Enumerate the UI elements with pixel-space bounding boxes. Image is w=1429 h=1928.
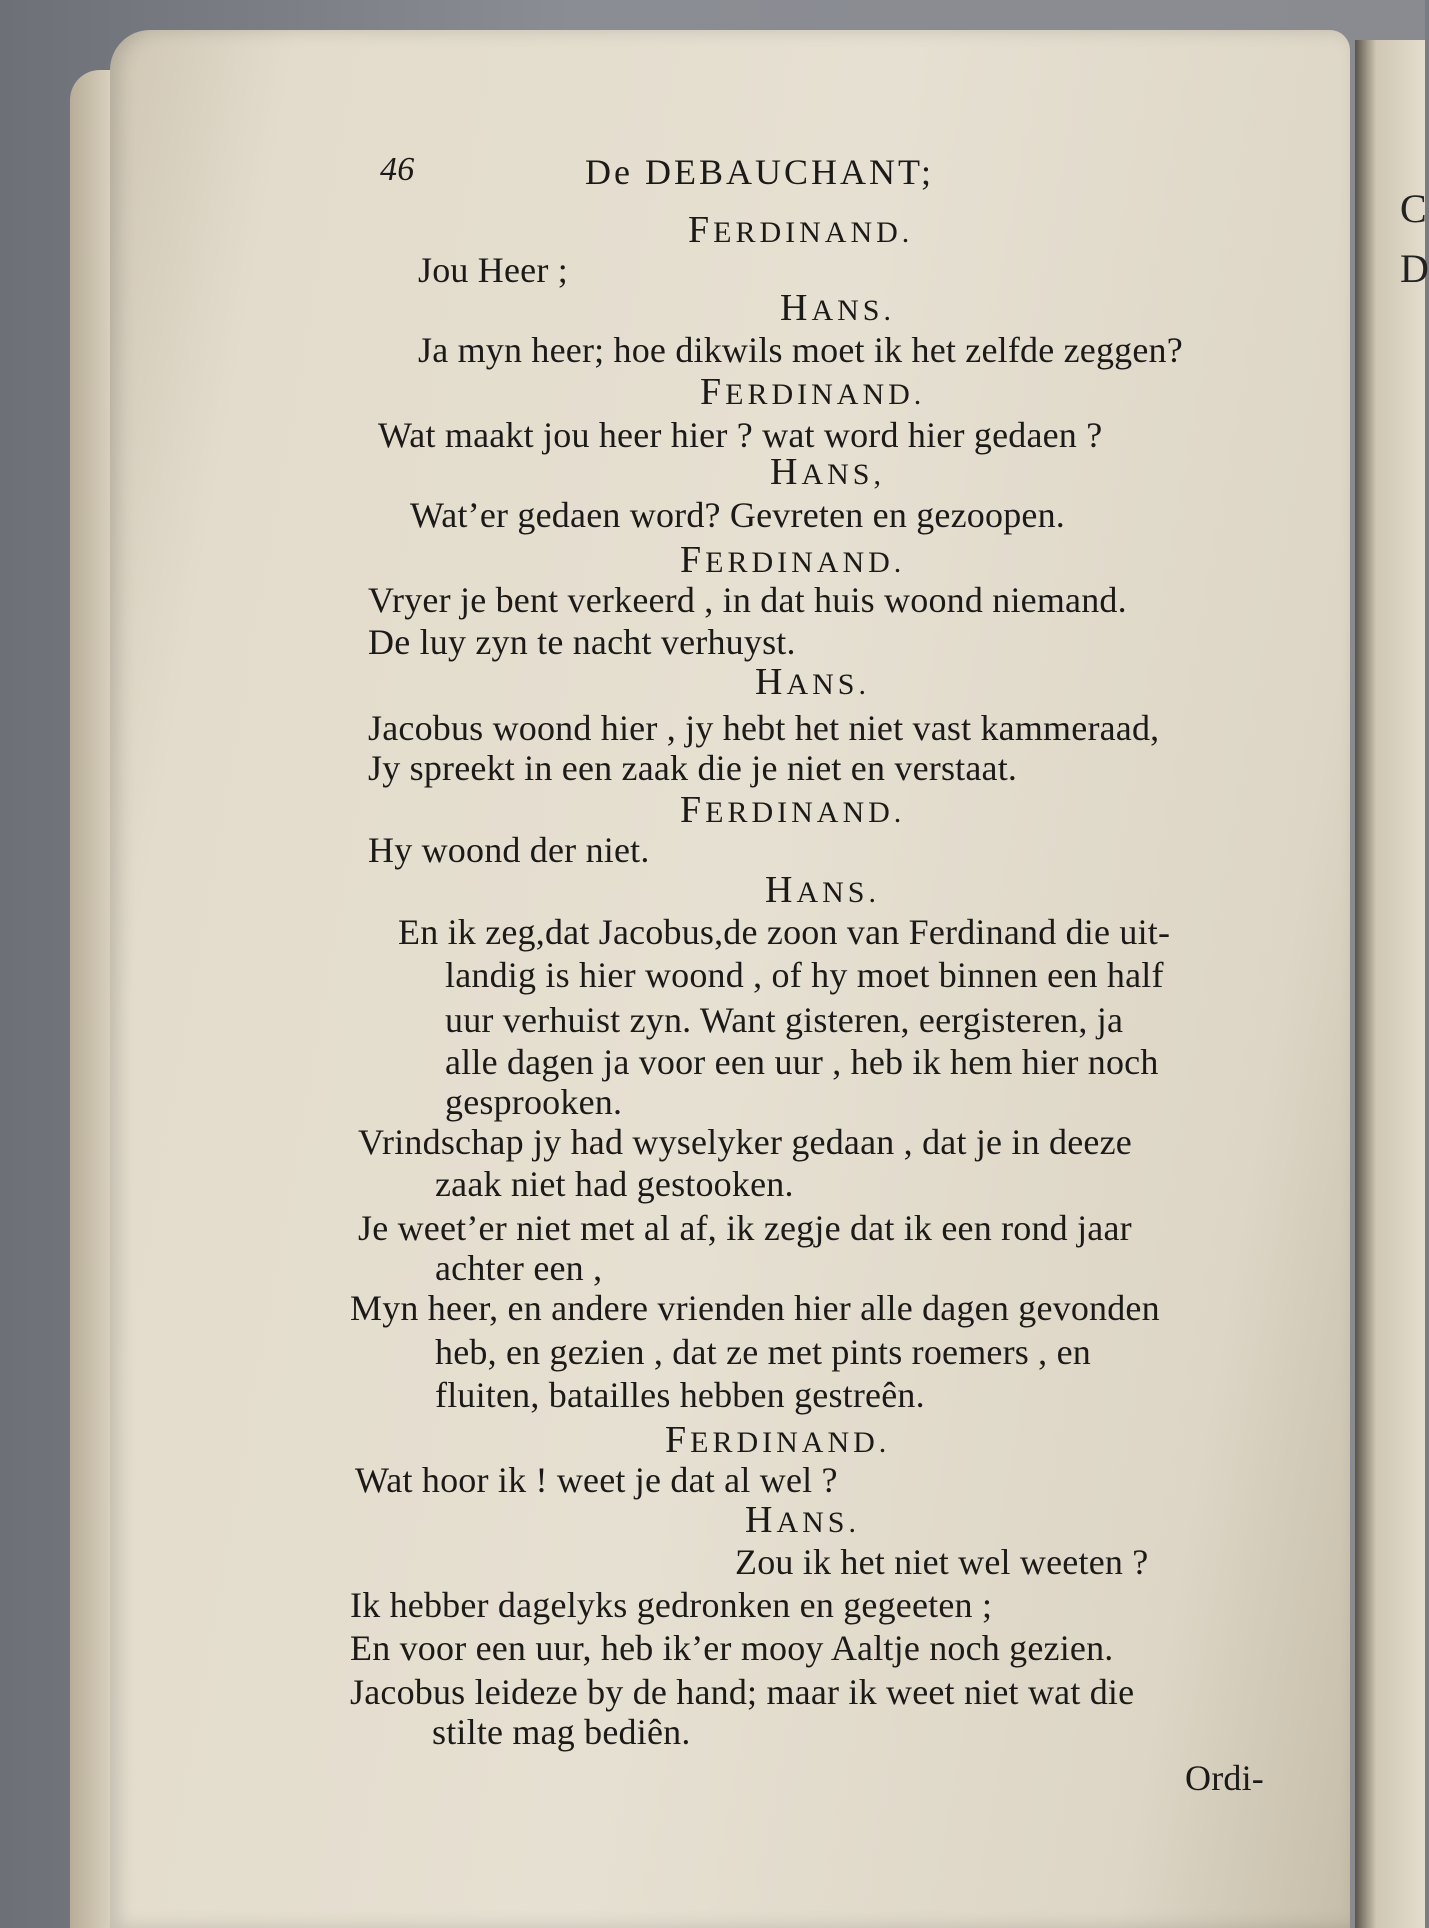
speaker-name	[770, 452, 885, 495]
speaker-initial: F	[680, 789, 706, 831]
speaker-name	[755, 662, 870, 705]
dialogue-line: gesprooken.	[445, 1082, 623, 1122]
dialogue-line: fluiten, batailles hebben gestreên.	[435, 1375, 925, 1415]
dialogue-line: Wat maakt jou heer hier ? wat word hier gedaen ?	[378, 415, 1103, 455]
dialogue-line: achter een ,	[435, 1248, 603, 1288]
facing-page-glyph-1: C	[1400, 186, 1427, 231]
speaker-name	[765, 870, 880, 913]
page-number: 46	[380, 151, 415, 188]
dialogue-line: landig is hier woond , of hy moet binnen een half	[445, 955, 1164, 995]
speaker-initial: H	[755, 661, 787, 703]
speaker-name	[680, 540, 905, 583]
speaker-initial: H	[745, 1499, 777, 1541]
speaker-initial: H	[765, 869, 797, 911]
dialogue-line: En voor een uur, heb ik’er mooy Aaltje noch gezien.	[350, 1628, 1114, 1668]
dialogue-line: alle dagen ja voor een uur , heb ik hem hier noch	[445, 1042, 1159, 1082]
speaker-name	[780, 288, 895, 331]
speaker-name	[745, 1500, 860, 1543]
running-head: De DEBAUCHANT;	[585, 152, 934, 192]
dialogue-line: stilte mag bediên.	[432, 1712, 691, 1752]
catchword: Ordi-	[1185, 1758, 1264, 1798]
speaker-rest: ERDINAND.	[690, 1426, 891, 1459]
dialogue-line: Zou ik het niet wel weeten ?	[735, 1542, 1149, 1582]
speaker-name	[665, 1420, 890, 1463]
speaker-name	[700, 372, 925, 415]
dialogue-line: Jou Heer ;	[418, 250, 568, 290]
speaker-rest: ERDINAND.	[713, 216, 914, 249]
speaker-initial: F	[680, 539, 706, 581]
dialogue-line: Myn heer, en andere vrienden hier alle dagen gevonden	[350, 1288, 1160, 1328]
speaker-initial: F	[688, 209, 714, 251]
speaker-rest: ERDINAND.	[705, 796, 906, 829]
dialogue-line: zaak niet had gestooken.	[435, 1164, 794, 1204]
dialogue-line: Jacobus woond hier , jy hebt het niet vast kammeraad,	[368, 708, 1160, 748]
facing-page-glyph-2: D	[1400, 246, 1429, 291]
dialogue-line: En ik zeg,dat Jacobus,de zoon van Ferdinand die uit-	[398, 912, 1171, 952]
speaker-name	[688, 210, 913, 253]
dialogue-line: Ik hebber dagelyks gedronken en gegeeten ;	[350, 1585, 993, 1625]
dialogue-line: Je weet’er niet met al af, ik zegje dat ik een rond jaar	[358, 1208, 1132, 1248]
speaker-initial: H	[770, 451, 802, 493]
speaker-initial: F	[665, 1419, 691, 1461]
dialogue-line: Vrindschap jy had wyselyker gedaan , dat je in deeze	[358, 1122, 1132, 1162]
dialogue-line: Jacobus leideze by de hand; maar ik weet niet wat die	[350, 1672, 1135, 1712]
speaker-name	[680, 790, 905, 833]
dialogue-line: Hy woond der niet.	[368, 830, 650, 870]
speaker-rest: ANS.	[786, 668, 870, 701]
speaker-initial: F	[700, 371, 726, 413]
dialogue-line: Jy spreekt in een zaak die je niet en verstaat.	[368, 748, 1018, 788]
speaker-rest: ANS.	[776, 1506, 860, 1539]
speaker-rest: ANS.	[811, 294, 895, 327]
dialogue-line: Wat’er gedaen word? Gevreten en gezoopen.	[410, 495, 1065, 535]
speaker-rest: ERDINAND.	[725, 378, 926, 411]
speaker-rest: ANS.	[796, 876, 880, 909]
dialogue-line: De luy zyn te nacht verhuyst.	[368, 622, 796, 662]
dialogue-line: Vryer je bent verkeerd , in dat huis woond niemand.	[368, 580, 1127, 620]
dialogue-line: uur verhuist zyn. Want gisteren, eergisteren, ja	[445, 1000, 1124, 1040]
speaker-rest: ANS,	[801, 458, 885, 491]
dialogue-line: Ja myn heer; hoe dikwils moet ik het zelfde zeggen?	[418, 330, 1183, 370]
speaker-initial: H	[780, 287, 812, 329]
dialogue-line: heb, en gezien , dat ze met pints roemers , en	[435, 1332, 1091, 1372]
dialogue-line: Wat hoor ik ! weet je dat al wel ?	[355, 1460, 838, 1500]
speaker-rest: ERDINAND.	[705, 546, 906, 579]
